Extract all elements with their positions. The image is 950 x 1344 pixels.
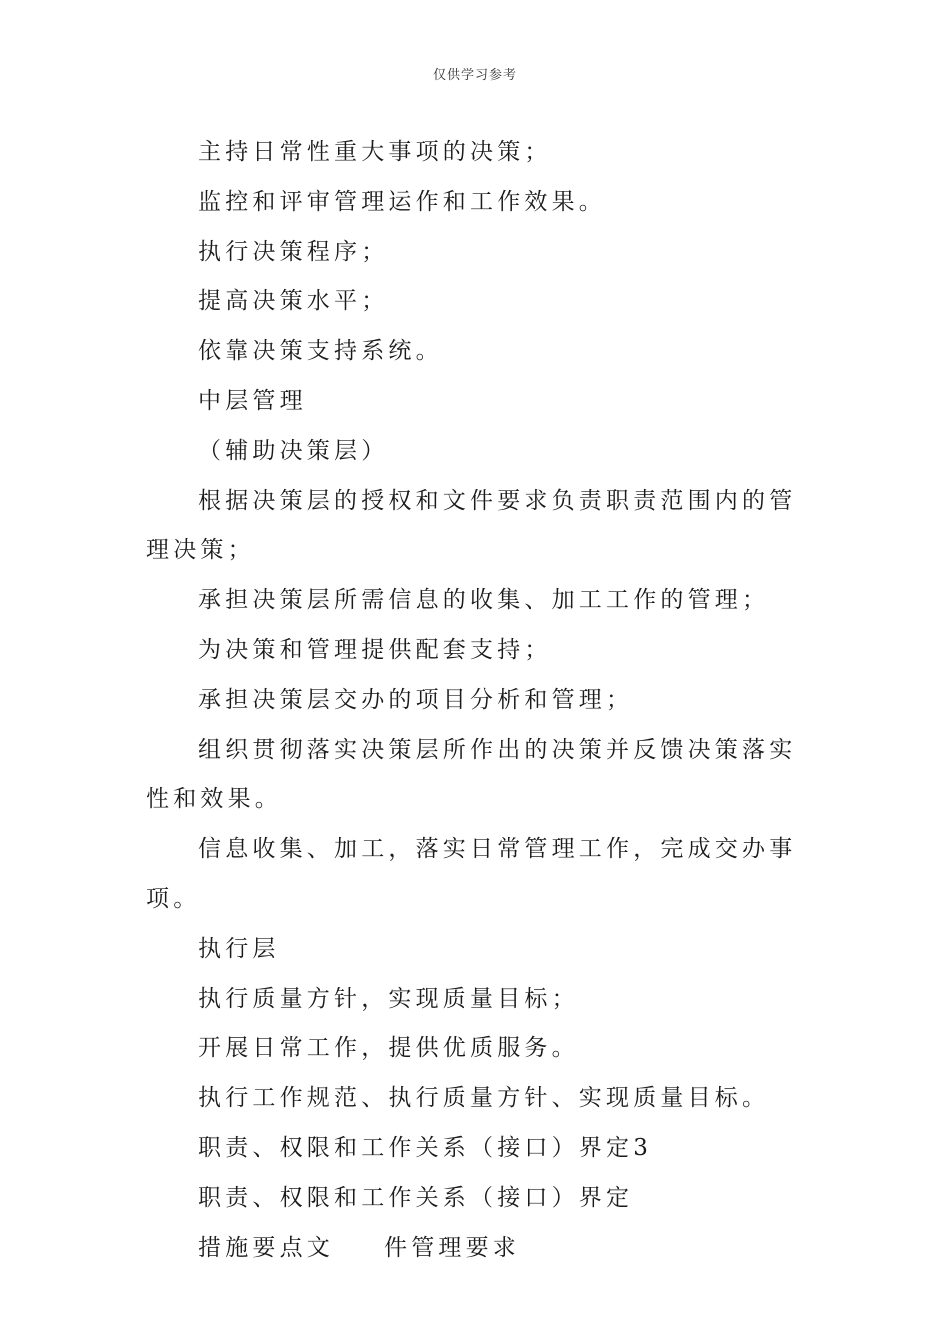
paragraph: 职责、权限和工作关系（接口）界定3 bbox=[198, 1134, 653, 1161]
document-body bbox=[146, 128, 816, 1273]
paragraph: 开展日常工作，提供优质服务。 bbox=[198, 1035, 579, 1062]
paragraph: 组织贯彻落实决策层所作出的决策并反馈决策落实性和效果。 bbox=[146, 736, 797, 813]
paragraph: 根据决策层的授权和文件要求负责职责范围内的管理决策； bbox=[146, 487, 797, 564]
paragraph: 为决策和管理提供配套支持； bbox=[198, 636, 552, 663]
last-line-part2: 件管理要求 bbox=[384, 1234, 520, 1261]
last-line-part1: 措施要点文 bbox=[198, 1234, 334, 1261]
paragraph: 执行决策程序； bbox=[198, 238, 389, 265]
paragraph: 承担决策层交办的项目分析和管理； bbox=[198, 686, 634, 713]
section-subheading: （辅助决策层） bbox=[198, 437, 389, 464]
page-header: 仅供学习参考 bbox=[432, 68, 517, 83]
paragraph: 信息收集、加工，落实日常管理工作，完成交办事项。 bbox=[146, 836, 797, 912]
section-heading: 执行层 bbox=[198, 935, 280, 962]
paragraph: 职责、权限和工作关系（接口）界定 bbox=[198, 1184, 634, 1211]
paragraph: 监控和评审管理运作和工作效果。 bbox=[198, 188, 606, 215]
paragraph: 执行工作规范、执行质量方针、实现质量目标。 bbox=[198, 1085, 770, 1112]
paragraph: 主持日常性重大事项的决策； bbox=[198, 139, 552, 165]
paragraph: 依靠决策支持系统。 bbox=[198, 338, 443, 365]
paragraph: 提高决策水平； bbox=[198, 288, 389, 315]
paragraph-last bbox=[146, 1224, 816, 1274]
section-heading: 中层管理 bbox=[198, 387, 307, 414]
paragraph: 承担决策层所需信息的收集、加工工作的管理； bbox=[198, 587, 770, 614]
paragraph: 执行质量方针，实现质量目标； bbox=[198, 985, 579, 1012]
